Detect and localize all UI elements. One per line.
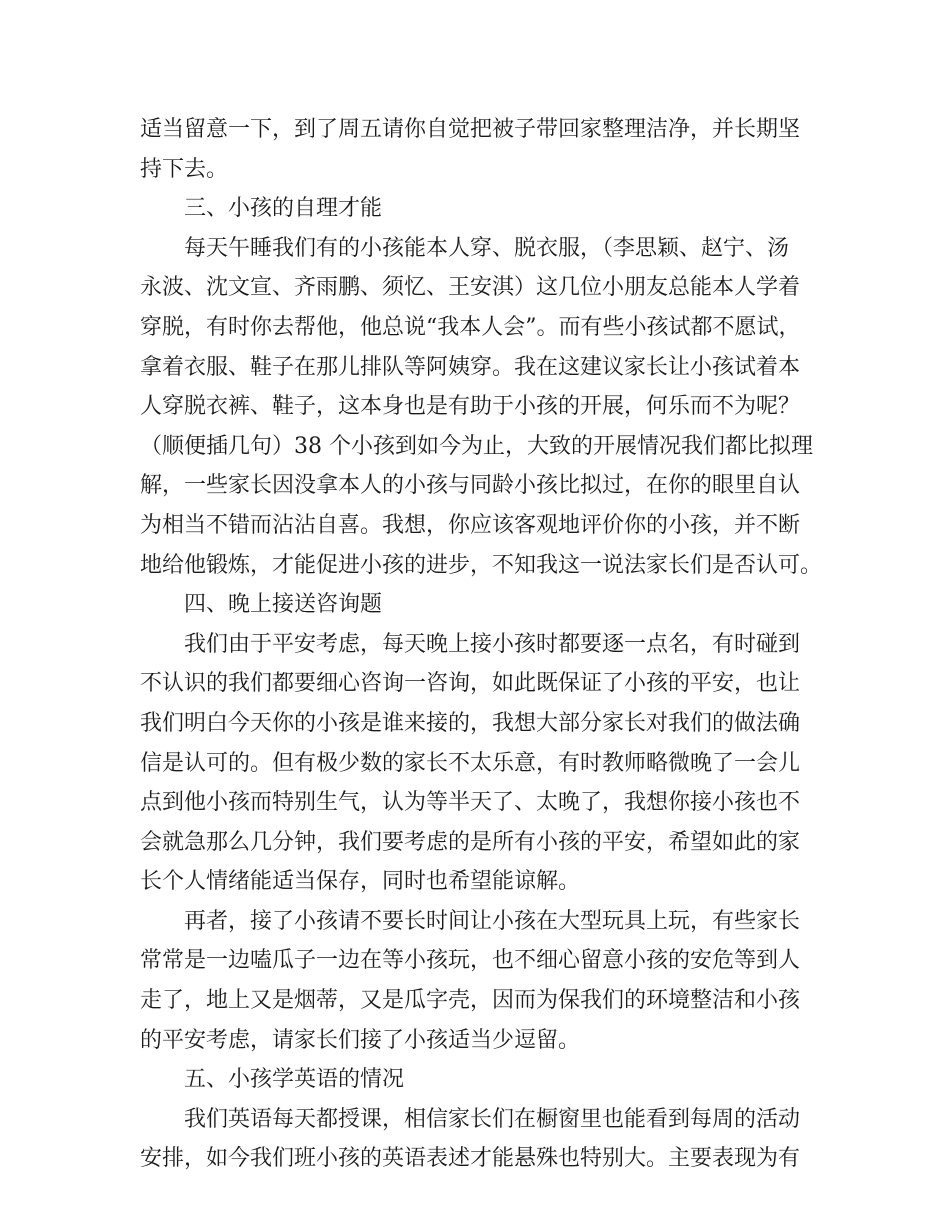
text-line: 不认识的我们都要细心咨询一咨询，如此既保证了小孩的平安，也让 [140, 671, 801, 697]
text-line: 我们明白今天你的小孩是谁来接的，我想大部分家长对我们的做法确 [140, 710, 801, 736]
text-line: 的平安考虑，请家长们接了小孩适当少逗留。 [140, 1027, 581, 1053]
text-line: 人穿脱衣裤、鞋子，这本身也是有助于小孩的开展，何乐而不为呢？ [140, 394, 801, 420]
text-line: 信是认可的。但有极少数的家长不太乐意，有时教师略微晚了一会儿 [140, 750, 801, 776]
text-line: 解，一些家长因没拿本人的小孩与同龄小孩比拟过，在你的眼里自认 [140, 473, 801, 499]
text-line: 我们由于平安考虑，每天晚上接小孩时都要逐一点名，有时碰到 [184, 631, 801, 657]
text-line: 永波、沈文宣、齐雨鹏、须忆、王安淇）这几位小朋友总能本人学着 [140, 275, 801, 301]
text-line: 常常是一边嗑瓜子一边在等小孩玩，也不细心留意小孩的安危等到人 [140, 948, 801, 974]
document-body [140, 110, 840, 1179]
text-line: 我们英语每天都授课，相信家长们在橱窗里也能看到每周的活动 [184, 1106, 801, 1132]
text-line: 拿着衣服、鞋子在那儿排队等阿姨穿。我在这建议家长让小孩试着本 [140, 354, 801, 380]
text-line: 走了，地上又是烟蒂，又是瓜字壳，因而为保我们的环境整洁和小孩 [140, 988, 801, 1014]
text-line: （顺便插几句）38 个小孩到如今为止，大致的开展情况我们都比拟理 [140, 433, 813, 459]
text-line: 每天午睡我们有的小孩能本人穿、脱衣服，（李思颖、赵宁、汤 [184, 235, 790, 261]
section-heading: 五、小孩学英语的情况 [184, 1067, 405, 1093]
text-line: 地给他锻炼，才能促进小孩的进步，不知我这一说法家长们是否认可。 [140, 552, 823, 578]
text-line: 持下去。 [140, 156, 229, 182]
text-line: 为相当不错而沾沾自喜。我想，你应该客观地评价你的小孩，并不断 [140, 512, 801, 538]
text-line: 再者，接了小孩请不要长时间让小孩在大型玩具上玩，有些家长 [184, 908, 801, 934]
text-line: 安排，如今我们班小孩的英语表述才能悬殊也特别大。主要表现为有 [140, 1146, 801, 1172]
text-line: 适当留意一下，到了周五请你自觉把被子带回家整理洁净，并长期坚 [140, 117, 801, 142]
text-line: 长个人情绪能适当保存，同时也希望能谅解。 [140, 869, 581, 895]
section-heading: 四、晚上接送咨询题 [184, 592, 383, 618]
text-line: 穿脱，有时你去帮他，他总说“我本人会”。而有些小孩试都不愿试， [140, 314, 801, 340]
text-line: 点到他小孩而特别生气，认为等半天了、太晚了，我想你接小孩也不 [140, 790, 801, 816]
section-heading: 三、小孩的自理才能 [184, 196, 383, 222]
text-line: 会就急那么几分钟，我们要考虑的是所有小孩的平安，希望如此的家 [140, 829, 801, 855]
